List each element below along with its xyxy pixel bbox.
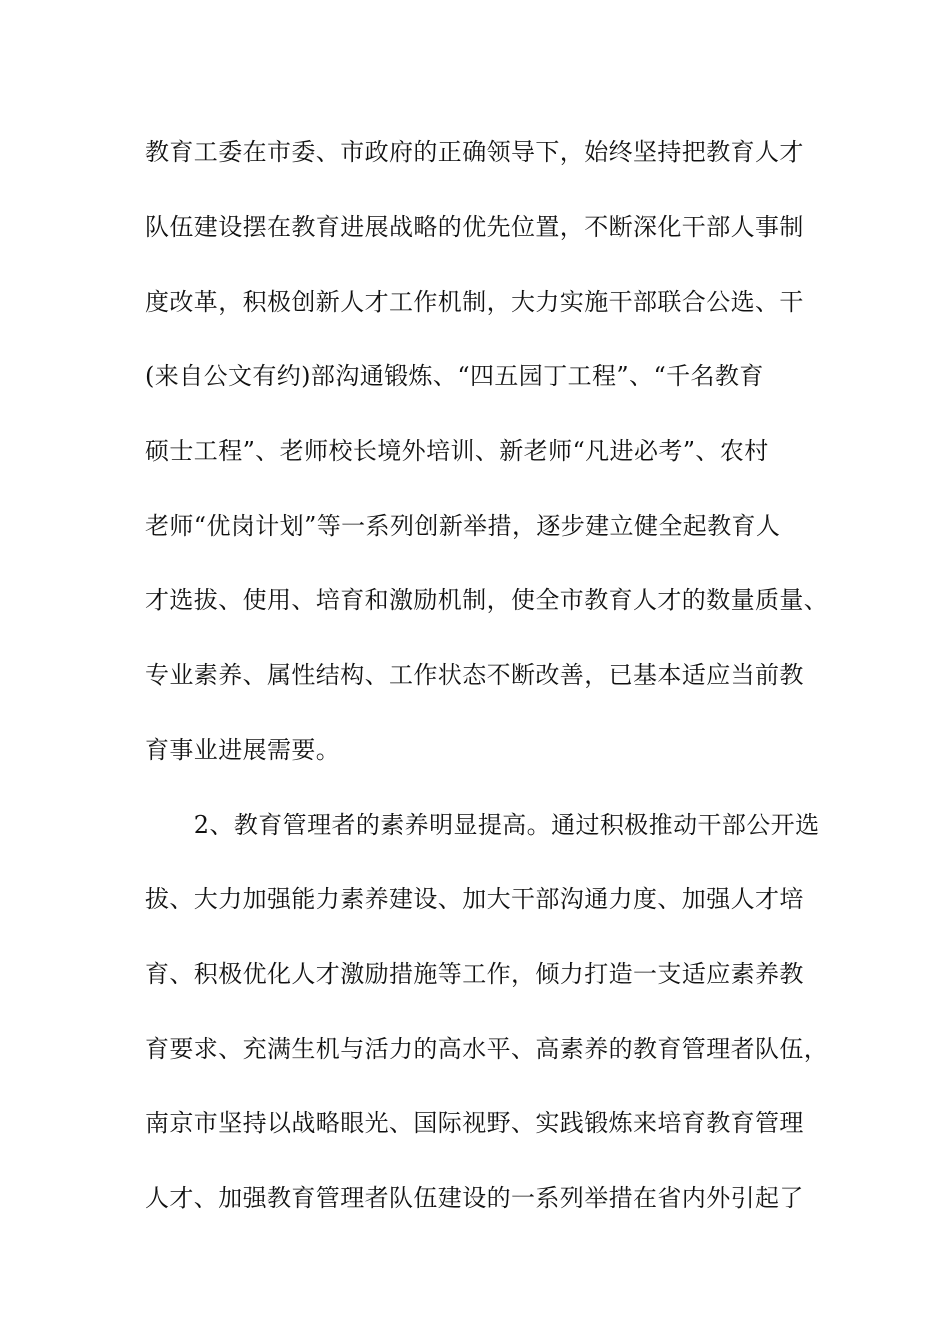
text-line: 育、积极优化人才激励措施等工作，倾力打造一支适应素养教 [145, 960, 804, 988]
text-line: 才选拔、使用、培育和激励机制，使全市教育人才的数量质量、 [145, 586, 829, 614]
text-line: 拔、大力加强能力素养建设、加大干部沟通力度、加强人才培 [145, 885, 804, 913]
text-line: 人才、加强教育管理者队伍建设的一系列举措在省内外引起了 [145, 1184, 804, 1212]
text-line: 队伍建设摆在教育进展战略的优先位置，不断深化干部人事制 [145, 213, 804, 241]
text-line: 老师“优岗计划”等一系列创新举措，逐步建立健全起教育人 [145, 512, 781, 540]
text-line: 育事业进展需要。 [145, 736, 341, 764]
text-line: 育要求、充满生机与活力的高水平、高素养的教育管理者队伍， [145, 1035, 829, 1063]
text-line: 南京市坚持以战略眼光、国际视野、实践锻炼来培育教育管理 [145, 1109, 804, 1137]
text-line: 度改革，积极创新人才工作机制，大力实施干部联合公选、干 [145, 288, 804, 316]
text-line: 专业素养、属性结构、工作状态不断改善，已基本适应当前教 [145, 661, 804, 689]
text-line: 教育工委在市委、市政府的正确领导下，始终坚持把教育人才 [145, 138, 804, 166]
paragraph-start-line: 2、教育管理者的素养明显提高。通过积极推动干部公开选 [145, 811, 820, 839]
text-line: (来自公文有约)部沟通锻炼、“四五园丁工程”、“千名教育 [145, 362, 764, 390]
text-line: 硕士工程”、老师校长境外培训、新老师“凡进必考”、农村 [145, 437, 769, 465]
